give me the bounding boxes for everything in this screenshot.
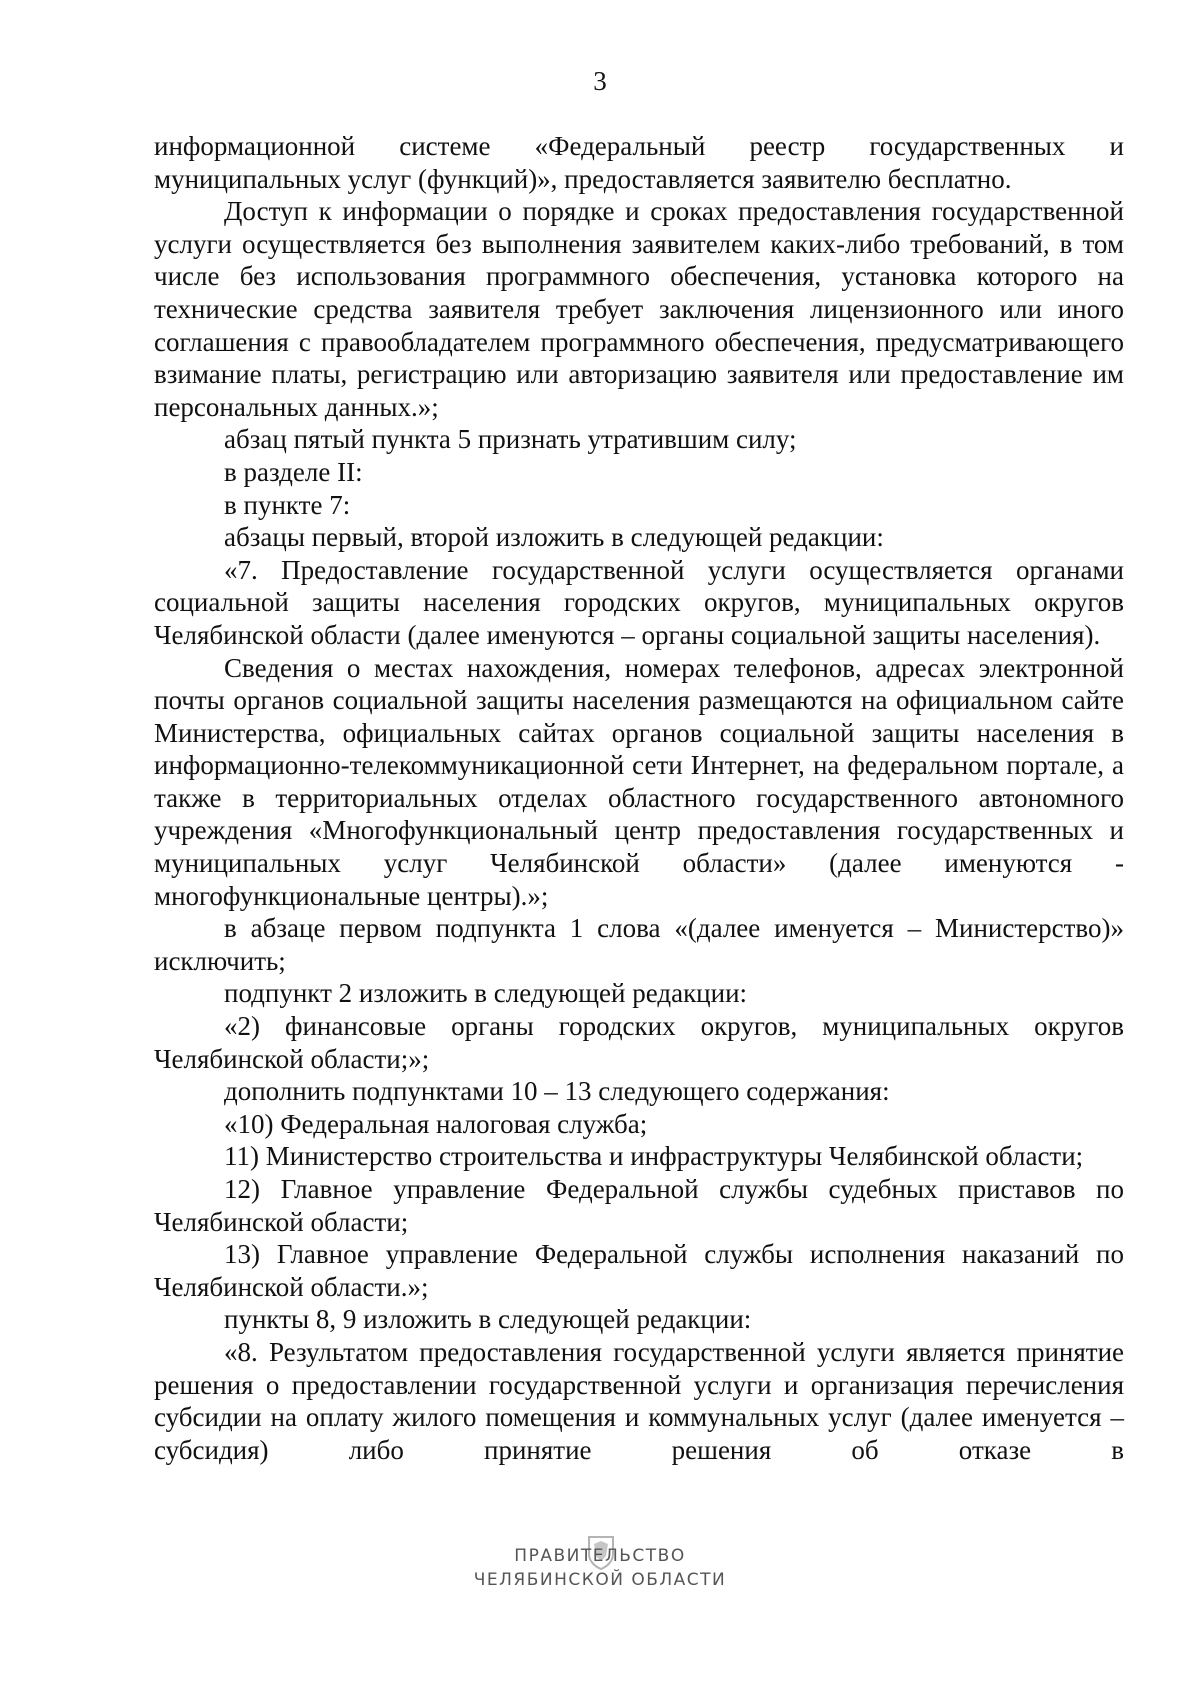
paragraph: Доступ к информации о порядке и сроках предоставления государственной услуги осуществляется без выполнения заявителем каких-либо требований, в том числе без использования программного обеспечения, установка которого на технические средства заявителя требует заключения лицензионного или иного соглашения с правообладателем программного обеспечения, предусматривающего взимание платы, регистрацию или авторизацию заявителя или предоставление им персональных данных.»; <box>154 196 1124 422</box>
paragraph: Сведения о местах нахождения, номерах телефонов, адресах электронной почты органов социальной защиты населения размещаются на официальном сайте Министерства, официальных сайтах органов социальной защиты населения в информационно-телекоммуникационной сети Интернет, на федеральном портале, а также в территориальных отделах областного государственного автономного учреждения «Многофункциональный центр предоставления государственных и муниципальных услуг Челябинской области» (далее именуются - многофункциональные центры).»; <box>154 652 1124 911</box>
paragraph: «7. Предоставление государственной услуги осуществляется органами социальной защиты населения городских округов, муниципальных округов Челябинской области (далее именуются – органы социальной защиты населения). <box>154 554 1124 650</box>
paragraph: информационной системе «Федеральный реестр государственных и муниципальных услуг (функций)», предоставляется заявителю бесплатно. <box>154 131 1124 194</box>
paragraph: в пункте 7: <box>224 489 351 520</box>
paragraph: 11) Министерство строительства и инфраструктуры Челябинской области; <box>224 1141 1084 1172</box>
paragraph: в абзаце первом подпункта 1 слова «(далее именуется – Министерство)» исключить; <box>154 913 1124 976</box>
paragraph: «10) Федеральная налоговая служба; <box>224 1108 648 1139</box>
paragraph: подпункт 2 изложить в следующей редакции: <box>224 978 748 1009</box>
paragraph: «2) финансовые органы городских округов, муниципальных округов Челябинской области;»; <box>154 1011 1124 1074</box>
paragraph: 12) Главное управление Федеральной службы судебных приставов по Челябинской области; <box>154 1174 1124 1237</box>
paragraph: абзац пятый пункта 5 признать утратившим силу; <box>224 424 797 455</box>
paragraph: «8. Результатом предоставления государственной услуги является принятие решения о предоставлении государственной услуги и организация перечисления субсидии на оплату жилого помещения и коммунальных услуг (далее именуется – субсидия) либо принятие решения об отказе в <box>154 1336 1124 1465</box>
page-number: 3 <box>593 66 607 96</box>
stamp-line-1: ПРАВИТЕЛЬСТВО <box>514 1546 686 1566</box>
document-body <box>154 130 1124 1466</box>
stamp-line-2: ЧЕЛЯБИНСКОЙ ОБЛАСТИ <box>473 1570 727 1590</box>
paragraph: абзацы первый, второй изложить в следующей редакции: <box>224 522 884 553</box>
paragraph: дополнить подпунктами 10 – 13 следующего содержания: <box>224 1076 890 1107</box>
paragraph: пункты 8, 9 изложить в следующей редакции: <box>224 1304 752 1335</box>
government-stamp <box>0 1544 1200 1592</box>
paragraph: в разделе II: <box>224 456 363 487</box>
paragraph: 13) Главное управление Федеральной службы исполнения наказаний по Челябинской области.»; <box>154 1239 1124 1302</box>
